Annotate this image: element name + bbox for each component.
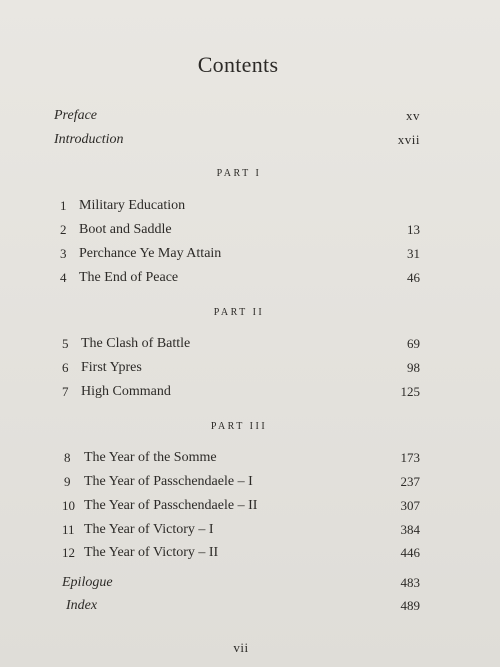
chapter-page: 125 bbox=[400, 384, 420, 399]
chapter-page: 384 bbox=[400, 522, 420, 537]
chapter-title: Boot and Saddle bbox=[79, 222, 172, 237]
chapter-page: 13 bbox=[407, 222, 420, 237]
toc-chapter-row bbox=[0, 244, 500, 264]
toc-entry-page: xv bbox=[406, 108, 420, 123]
toc-entry-label: Preface bbox=[54, 108, 98, 123]
part-heading: PART II bbox=[213, 307, 265, 318]
chapter-page: 307 bbox=[400, 498, 420, 513]
chapter-page: 46 bbox=[407, 270, 420, 285]
chapter-number: 8 bbox=[64, 450, 71, 465]
chapter-page: 446 bbox=[400, 545, 420, 560]
toc-entry-epilogue bbox=[0, 573, 500, 593]
toc-chapter-row bbox=[0, 220, 500, 240]
chapter-page: 173 bbox=[400, 450, 420, 465]
chapter-number: 12 bbox=[62, 545, 75, 560]
chapter-title: Military Education bbox=[79, 198, 186, 213]
toc-entry-introduction bbox=[0, 130, 500, 150]
chapter-title: Perchance Ye May Attain bbox=[79, 246, 222, 261]
chapter-page: 69 bbox=[407, 336, 420, 351]
toc-chapter-row bbox=[0, 543, 500, 563]
toc-entry-page: 483 bbox=[400, 575, 420, 590]
toc-chapter-row bbox=[0, 472, 500, 492]
chapter-title: High Command bbox=[81, 384, 171, 399]
toc-entry-label: Introduction bbox=[54, 132, 124, 147]
chapter-number: 1 bbox=[60, 198, 67, 213]
chapter-title: The End of Peace bbox=[79, 270, 179, 285]
toc-chapter-row bbox=[0, 496, 500, 516]
chapter-number: 11 bbox=[62, 522, 75, 537]
toc-chapter-row bbox=[0, 358, 500, 378]
chapter-title: The Year of Victory – I bbox=[84, 522, 214, 537]
toc-chapter-row bbox=[0, 382, 500, 402]
chapter-page: 31 bbox=[407, 246, 420, 261]
toc-entry-page: xvii bbox=[397, 132, 420, 147]
chapter-number: 2 bbox=[60, 222, 67, 237]
toc-entry-label: Epilogue bbox=[62, 575, 113, 590]
chapter-title: The Clash of Battle bbox=[81, 336, 191, 351]
chapter-number: 9 bbox=[64, 474, 71, 489]
page-folio: vii bbox=[233, 640, 249, 655]
toc-chapter-row bbox=[0, 268, 500, 288]
toc-chapter-row bbox=[0, 334, 500, 354]
chapter-title: The Year of Victory – II bbox=[84, 545, 219, 560]
chapter-title: First Ypres bbox=[81, 360, 142, 375]
chapter-number: 6 bbox=[62, 360, 69, 375]
toc-entry-label: Index bbox=[66, 598, 98, 613]
toc-entry-preface bbox=[0, 106, 500, 126]
part-heading: PART I bbox=[216, 168, 262, 179]
part-heading: PART III bbox=[210, 421, 268, 432]
toc-entry-index bbox=[0, 596, 500, 616]
page-title: Contents bbox=[197, 52, 279, 77]
chapter-title: The Year of Passchendaele – II bbox=[84, 498, 258, 513]
toc-entry-page: 489 bbox=[400, 598, 420, 613]
chapter-number: 7 bbox=[62, 384, 69, 399]
chapter-number: 10 bbox=[62, 498, 75, 513]
chapter-number: 3 bbox=[60, 246, 67, 261]
chapter-title: The Year of Passchendaele – I bbox=[84, 474, 253, 489]
toc-chapter-row bbox=[0, 520, 500, 540]
chapter-number: 5 bbox=[62, 336, 69, 351]
chapter-page: 98 bbox=[407, 360, 420, 375]
chapter-page: 237 bbox=[400, 474, 420, 489]
toc-chapter-row bbox=[0, 448, 500, 468]
toc-chapter-row bbox=[0, 196, 500, 216]
chapter-title: The Year of the Somme bbox=[84, 450, 217, 465]
chapter-number: 4 bbox=[60, 270, 67, 285]
